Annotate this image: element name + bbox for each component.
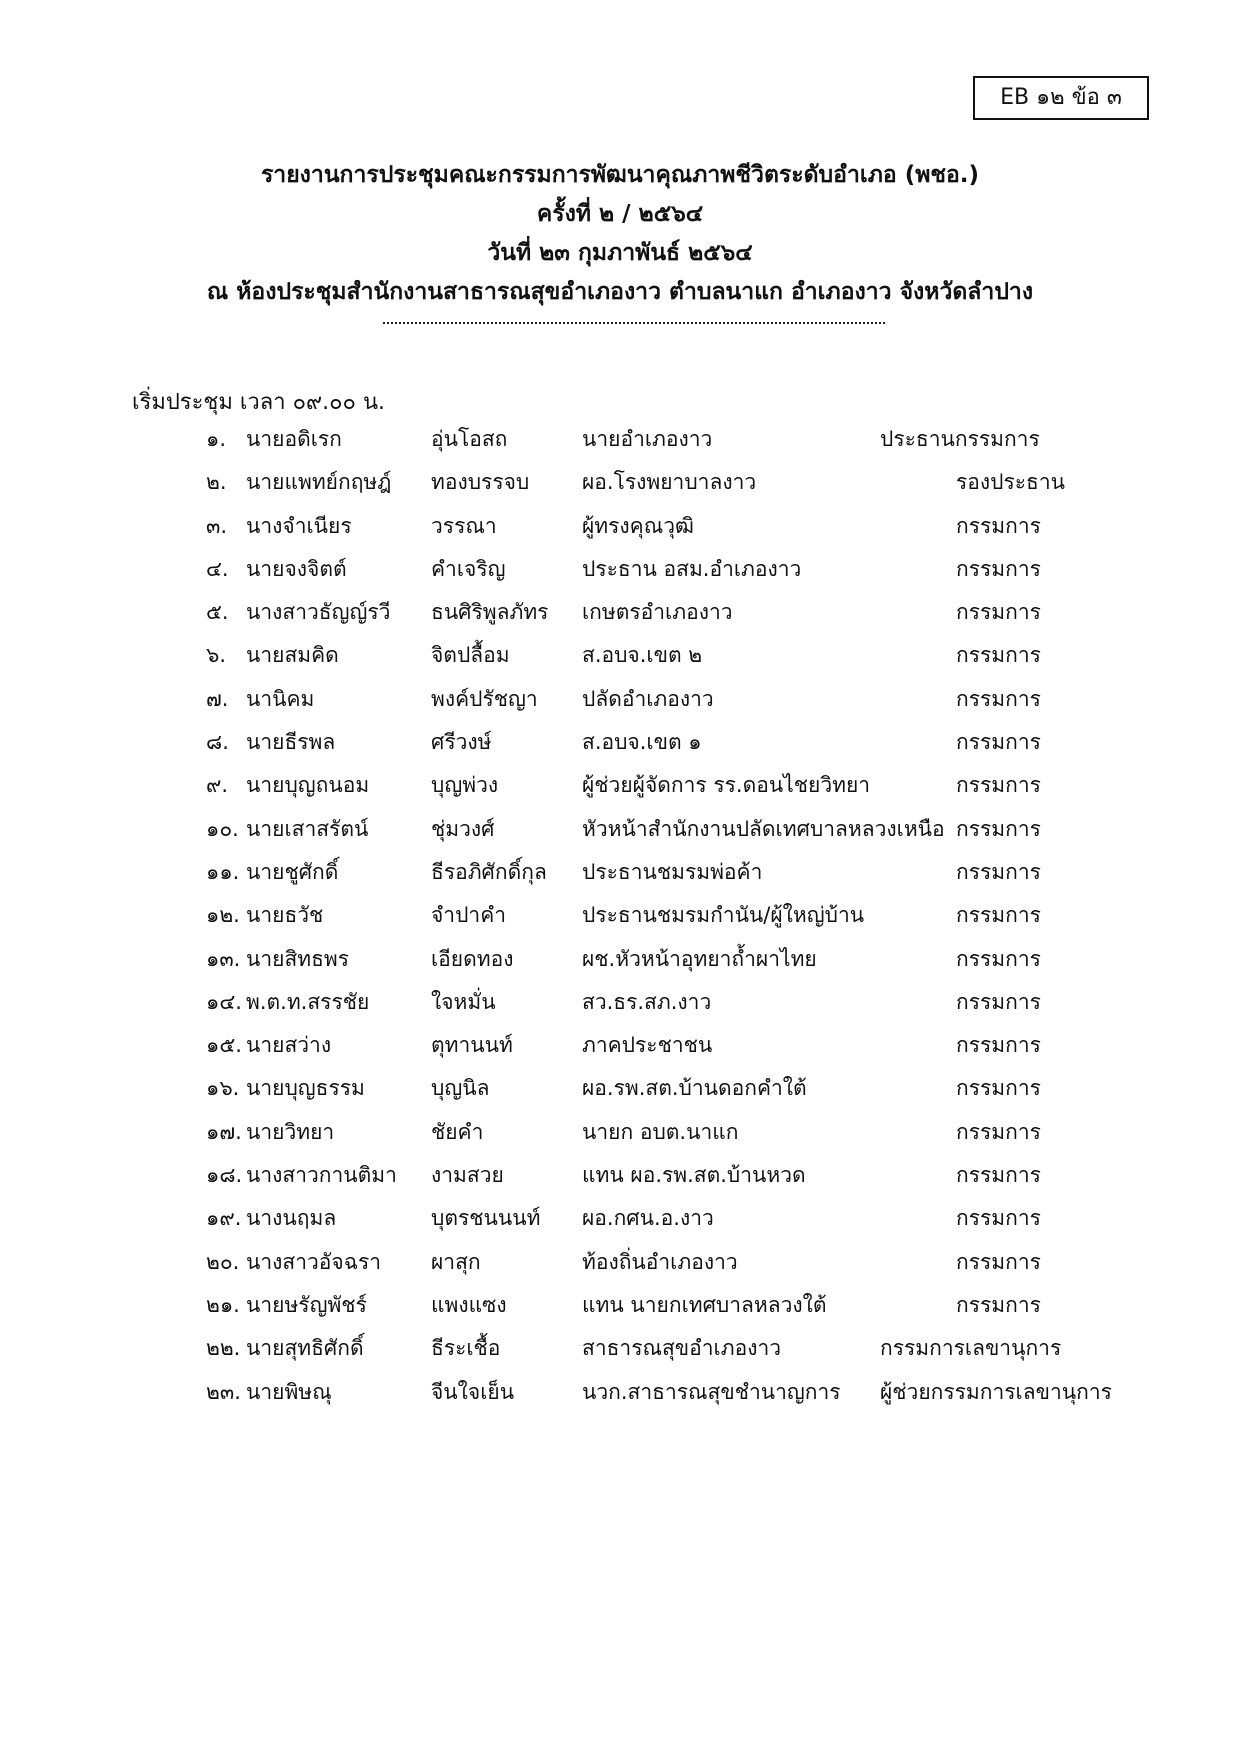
attendee-number: ๔.: [206, 556, 229, 581]
attendee-row: [0, 1371, 1240, 1414]
attendee-last-name: ตุทานนท์: [431, 1033, 513, 1058]
attendee-first-name: นายอดิเรก: [246, 427, 342, 451]
attendee-row: [0, 1024, 1240, 1067]
attendee-role: กรรมการ: [956, 1249, 1041, 1274]
attendee-row: [0, 894, 1240, 937]
attendee-position: แทน นายกเทศบาลหลวงใต้: [582, 1292, 827, 1317]
attendee-number: ๒๓.: [206, 1379, 241, 1404]
attendee-last-name: พงค์ปรัชญา: [431, 686, 538, 711]
dotted-divider: [383, 312, 885, 324]
attendee-row: [0, 1241, 1240, 1284]
attendee-number: ๑๓.: [206, 946, 241, 971]
attendee-last-name: ศรีวงษ์: [431, 730, 492, 755]
attendee-row: [0, 938, 1240, 981]
attendee-position: ส.อบจ.เขต ๒: [582, 643, 703, 668]
attendee-list: [0, 418, 1240, 1414]
attendee-position: ภาคประชาชน: [582, 1033, 713, 1058]
attendee-first-name: พ.ต.ท.สรรชัย: [246, 989, 370, 1014]
attendee-role: กรรมการ: [956, 1033, 1041, 1058]
attendee-first-name: นางนฤมล: [246, 1206, 337, 1231]
attendee-first-name: นายชูศักดิ์: [246, 859, 339, 884]
attendee-number: ๒๒.: [206, 1336, 241, 1361]
attendee-number: ๑๐.: [206, 816, 239, 841]
document-header: [0, 156, 1240, 312]
attendee-position: ผอ.กศน.อ.งาว: [582, 1206, 714, 1231]
attendee-first-name: นายจงจิตต์: [246, 556, 347, 581]
attendee-first-name: นางสาวอัจฉรา: [246, 1249, 382, 1274]
attendee-role: กรรมการ: [956, 946, 1041, 971]
attendee-position: ผช.หัวหน้าอุทยาถ้ำผาไทย: [582, 946, 817, 971]
header-session: ครั้งที่ ๒ / ๒๕๖๔: [536, 201, 704, 227]
attendee-number: ๑๙.: [206, 1206, 242, 1231]
attendee-position: สาธารณสุขอำเภองาว: [582, 1336, 782, 1361]
attendee-position: ปลัดอำเภองาว: [582, 686, 714, 711]
attendee-first-name: นานิคม: [246, 686, 315, 711]
attendee-number: ๗.: [206, 686, 229, 711]
attendee-position: แทน ผอ.รพ.สต.บ้านหวด: [582, 1163, 806, 1188]
attendee-position: ผู้ทรงคุณวุฒิ: [582, 513, 694, 538]
attendee-last-name: บุญนิล: [431, 1076, 490, 1101]
attendee-first-name: นางสาวกานติมา: [246, 1163, 397, 1188]
attendee-first-name: นายษรัญพัชร์: [246, 1292, 367, 1317]
attendee-role: กรรมการ: [956, 600, 1041, 625]
attendee-row: [0, 1154, 1240, 1197]
attendee-row: [0, 808, 1240, 851]
attendee-number: ๑๒.: [206, 903, 240, 928]
attendee-number: ๘.: [206, 730, 229, 755]
attendee-first-name: นายสุทธิศักดิ์: [246, 1336, 364, 1361]
attendee-last-name: อุ่นโอสถ: [431, 427, 508, 451]
attendee-last-name: ใจหมั่น: [431, 989, 496, 1014]
attendee-position: ประธานชมรมพ่อค้า: [582, 859, 763, 884]
attendee-last-name: ผาสุก: [431, 1249, 481, 1274]
attendee-number: ๓.: [206, 513, 228, 538]
attendee-role: รองประธาน: [956, 470, 1065, 495]
attendee-first-name: นายแพทย์กฤษฎ์: [246, 470, 392, 495]
attendee-first-name: นางสาวธัญญ์รวี: [246, 600, 391, 625]
attendee-last-name: งามสวย: [431, 1163, 504, 1188]
attendee-row: [0, 764, 1240, 807]
attendee-first-name: นายวิทยา: [246, 1119, 335, 1144]
attendee-first-name: นางจำเนียร: [246, 513, 352, 538]
attendee-row: [0, 548, 1240, 591]
attendee-row: [0, 634, 1240, 677]
attendee-last-name: แพงแซง: [431, 1292, 507, 1317]
attendee-first-name: นายสิทธพร: [246, 946, 350, 971]
attendee-first-name: นายธวัช: [246, 903, 324, 928]
attendee-role: กรรมการ: [956, 513, 1041, 538]
attendee-number: ๑.: [206, 427, 227, 451]
attendee-role: กรรมการ: [956, 686, 1041, 711]
attendee-last-name: คำเจริญ: [431, 556, 506, 581]
attendee-number: ๒๐.: [206, 1249, 240, 1274]
attendee-row: [0, 1067, 1240, 1110]
attendee-position: ส.อบจ.เขต ๑: [582, 730, 702, 755]
attendee-role: กรรมการ: [956, 730, 1041, 755]
attendee-position: เกษตรอำเภองาว: [582, 600, 733, 625]
header-title: รายงานการประชุมคณะกรรมการพัฒนาคุณภาพชีวิตระดับอำเภอ (พชอ.): [260, 162, 980, 188]
attendee-first-name: นายสมคิด: [246, 643, 339, 668]
attendee-role: กรรมการ: [956, 903, 1041, 928]
attendee-role: กรรมการ: [956, 816, 1041, 841]
attendee-role: ผู้ช่วยกรรมการเลขานุการ: [880, 1379, 1112, 1404]
attendee-position: สว.ธร.สภ.งาว: [582, 989, 712, 1014]
attendee-role: กรรมการ: [956, 1292, 1041, 1317]
attendee-row: [0, 851, 1240, 894]
attendee-role: ประธานกรรมการ: [880, 427, 1040, 451]
attendee-row: [0, 461, 1240, 504]
attendee-last-name: ธีรอภิศักดิ์กุล: [431, 859, 547, 884]
attendee-position: ประธาน อสม.อำเภองาว: [582, 556, 802, 581]
document-reference-box: EB ๑๒ ข้อ ๓: [973, 76, 1149, 120]
attendee-position: นวก.สาธารณสุขชำนาญการ: [582, 1379, 841, 1404]
header-location: ณ ห้องประชุมสำนักงานสาธารณสุขอำเภองาว ตำบลนาแก อำเภองาว จังหวัดลำปาง: [206, 279, 1034, 305]
attendee-last-name: ชัยคำ: [431, 1119, 484, 1144]
attendee-number: ๑๔.: [206, 989, 242, 1014]
meeting-start-time: เริ่มประชุม เวลา ๐๙.๐๐ น.: [132, 390, 385, 415]
attendee-row: [0, 981, 1240, 1024]
attendee-position: หัวหน้าสำนักงานปลัดเทศบาลหลวงเหนือ: [582, 816, 945, 841]
attendee-first-name: นายบุญธรรม: [246, 1076, 365, 1101]
attendee-role: กรรมการ: [956, 1076, 1041, 1101]
attendee-role: กรรมการ: [956, 1119, 1041, 1144]
header-date: วันที่ ๒๓ กุมภาพันธ์ ๒๕๖๔: [487, 240, 753, 266]
attendee-role: กรรมการ: [956, 773, 1041, 798]
attendee-last-name: วรรณา: [431, 513, 497, 538]
attendee-last-name: ทองบรรจบ: [431, 470, 530, 495]
attendee-position: ผู้ช่วยผู้จัดการ รร.ดอนไชยวิทยา: [582, 773, 871, 798]
attendee-number: ๑๘.: [206, 1163, 243, 1188]
attendee-row: [0, 1111, 1240, 1154]
attendee-last-name: จำปาคำ: [431, 903, 507, 928]
attendee-number: ๒๑.: [206, 1292, 240, 1317]
attendee-row: [0, 418, 1240, 461]
attendee-first-name: นายสว่าง: [246, 1033, 332, 1058]
attendee-row: [0, 1197, 1240, 1240]
attendee-position: ผอ.โรงพยาบาลงาว: [582, 470, 757, 495]
attendee-last-name: ธนศิริพูลภัทร: [431, 600, 549, 625]
attendee-role: กรรมการ: [956, 1163, 1041, 1188]
attendee-last-name: จีนใจเย็น: [431, 1379, 515, 1404]
attendee-role: กรรมการ: [956, 989, 1041, 1014]
attendee-last-name: จิตปลื้อม: [431, 643, 510, 668]
attendee-number: ๒.: [206, 470, 227, 495]
attendee-position: นายก อบต.นาแก: [582, 1119, 739, 1144]
attendee-position: ท้องถิ่นอำเภองาว: [582, 1249, 738, 1274]
attendee-last-name: ชุ่มวงศ์: [431, 816, 495, 841]
attendee-position: ผอ.รพ.สต.บ้านดอกคำใต้: [582, 1076, 807, 1101]
attendee-role: กรรมการเลขานุการ: [880, 1336, 1062, 1361]
attendee-row: [0, 505, 1240, 548]
attendee-row: [0, 591, 1240, 634]
attendee-role: กรรมการ: [956, 643, 1041, 668]
attendee-role: กรรมการ: [956, 859, 1041, 884]
attendee-number: ๖.: [206, 643, 227, 668]
attendee-number: ๕.: [206, 600, 229, 625]
attendee-row: [0, 1327, 1240, 1370]
attendee-last-name: บุญพ่วง: [431, 773, 499, 798]
attendee-first-name: นายบุญถนอม: [246, 773, 370, 798]
attendee-role: กรรมการ: [956, 556, 1041, 581]
attendee-last-name: บุตรชนนนท์: [431, 1206, 541, 1231]
attendee-number: ๑๖.: [206, 1076, 240, 1101]
attendee-last-name: เอียดทอง: [431, 946, 514, 971]
attendee-number: ๙.: [206, 773, 229, 798]
attendee-row: [0, 678, 1240, 721]
attendee-last-name: ธีระเชื้อ: [431, 1336, 501, 1361]
attendee-row: [0, 721, 1240, 764]
attendee-first-name: นายพิษณุ: [246, 1379, 332, 1404]
attendee-first-name: นายธีรพล: [246, 730, 336, 755]
attendee-position: ประธานชมรมกำนัน/ผู้ใหญ่บ้าน: [582, 903, 865, 928]
attendee-role: กรรมการ: [956, 1206, 1041, 1231]
attendee-number: ๑๑.: [206, 859, 240, 884]
attendee-number: ๑๕.: [206, 1033, 242, 1058]
attendee-first-name: นายเสาสรัตน์: [246, 816, 369, 841]
attendee-row: [0, 1284, 1240, 1327]
attendee-position: นายอำเภองาว: [582, 427, 713, 451]
attendee-number: ๑๗.: [206, 1119, 242, 1144]
